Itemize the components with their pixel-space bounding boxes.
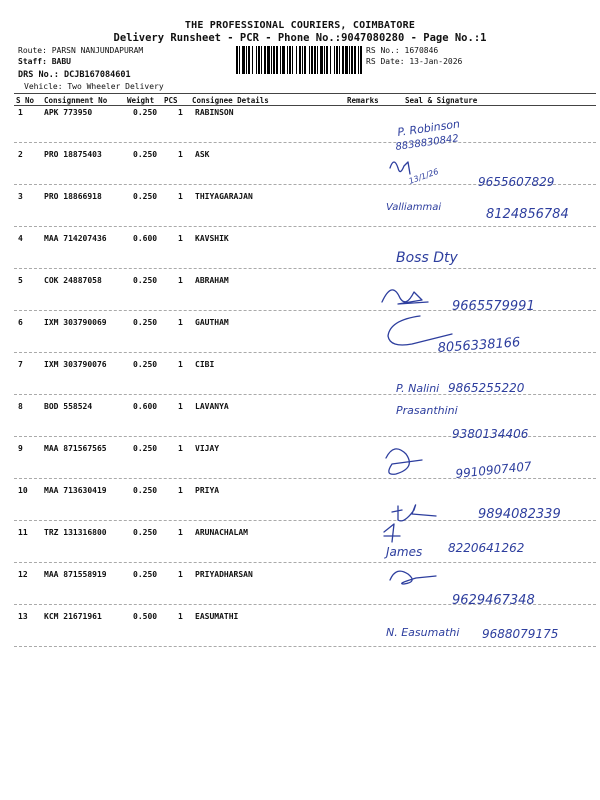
cell-weight: 0.250	[133, 276, 158, 285]
col-seal: Seal & Signature	[405, 96, 478, 105]
cell-consignee: ARUNACHALAM	[195, 528, 248, 537]
barcode-bar	[239, 46, 240, 74]
barcode-bar	[302, 46, 303, 74]
sig-6-phone: 8056338166	[437, 335, 521, 356]
sig-10-phone: 9894082339	[478, 507, 561, 522]
col-consignment: Consignment No	[44, 96, 108, 105]
route-label: Route: PARSN NANJUNDAPURAM	[18, 46, 144, 55]
col-pcs: PCS	[164, 96, 178, 105]
cell-sno: 1	[18, 108, 23, 117]
cell-sno: 2	[18, 150, 23, 159]
barcode-bar	[342, 46, 344, 74]
sig-7-phone: 9865255220	[448, 381, 525, 395]
barcode-bar	[256, 46, 257, 74]
barcode-bar	[246, 46, 247, 74]
cell-weight: 0.600	[133, 402, 158, 411]
barcode-bar	[264, 46, 266, 74]
cell-consignee: ASK	[195, 150, 210, 159]
barcode-bar	[261, 46, 262, 74]
col-weight: Weight	[127, 96, 155, 105]
sig-3-name: Valliammai	[386, 202, 442, 213]
sig-3-phone: 8124856784	[486, 207, 569, 222]
cell-pcs: 1	[178, 150, 183, 159]
cell-consignee: RABINSON	[195, 108, 234, 117]
barcode-bar	[282, 46, 285, 74]
barcode-bar	[311, 46, 313, 74]
barcode-bar	[252, 46, 253, 74]
barcode-bar	[296, 46, 297, 74]
barcode-bar	[349, 46, 350, 74]
company-title: THE PROFESSIONAL COURIERS, COIMBATORE	[184, 20, 416, 31]
cell-consignee: PRIYADHARSAN	[195, 570, 253, 579]
barcode-bar	[320, 46, 323, 74]
barcode-bar	[330, 46, 331, 74]
cell-consignee: CIBI	[195, 360, 215, 369]
col-remarks: Remarks	[347, 96, 379, 105]
barcode-bar	[351, 46, 353, 74]
barcode-bar	[354, 46, 356, 74]
barcode-bar	[248, 46, 250, 74]
cell-consignee: VIJAY	[195, 444, 220, 453]
cell-weight: 0.250	[133, 570, 158, 579]
cell-consignment: KCM 21671961	[44, 612, 102, 621]
sig-11-phone: 8220641262	[448, 541, 525, 555]
barcode-bar	[324, 46, 325, 74]
rs-date: RS Date: 13-Jan-2026	[366, 57, 463, 66]
cell-pcs: 1	[178, 528, 183, 537]
sig-2-phone: 9655607829	[478, 175, 555, 189]
sig-12-scribble	[390, 571, 436, 584]
cell-pcs: 1	[178, 360, 183, 369]
cell-consignment: PRO 18875403	[44, 150, 102, 159]
sig-11-name: James	[386, 545, 423, 559]
barcode-bar	[292, 46, 293, 74]
cell-consignment: APK 773950	[44, 108, 93, 117]
cell-consignment: PRO 18866918	[44, 192, 102, 201]
sig-1-phone: 8838830842	[394, 133, 460, 153]
cell-consignment: MAA 871558919	[44, 570, 107, 579]
cell-consignment: BOD 558524	[44, 402, 93, 411]
cell-consignment: MAA 871567565	[44, 444, 107, 453]
cell-weight: 0.600	[133, 234, 158, 243]
barcode-bar	[271, 46, 272, 74]
cell-sno: 6	[18, 318, 23, 327]
col-consignee: Consignee Details	[192, 96, 269, 105]
barcode-bar	[334, 46, 335, 74]
barcode-bar	[242, 46, 245, 74]
barcode-bar	[314, 46, 316, 74]
cell-consignment: COK 24887058	[44, 276, 102, 285]
barcode-bar	[289, 46, 291, 74]
cell-consignment: IXM 303790069	[44, 318, 107, 327]
cell-weight: 0.250	[133, 108, 158, 117]
cell-sno: 3	[18, 192, 23, 201]
cell-pcs: 1	[178, 108, 183, 117]
cell-pcs: 1	[178, 486, 183, 495]
cell-consignee: LAVANYA	[195, 402, 229, 411]
sig-11-scribble	[384, 524, 400, 542]
drs-number: DRS No.: DCJB167084601	[18, 70, 131, 80]
cell-consignee: KAVSHIK	[195, 234, 229, 243]
cell-consignment: MAA 713630419	[44, 486, 107, 495]
cell-pcs: 1	[178, 234, 183, 243]
staff-label: Staff: BABU	[18, 57, 71, 66]
barcode-bar	[276, 46, 278, 74]
cell-weight: 0.250	[133, 150, 158, 159]
barcode-bar	[258, 46, 260, 74]
sig-9-phone: 9910907407	[454, 459, 533, 481]
cell-consignee: PRIYA	[195, 486, 220, 495]
barcode-bar	[287, 46, 288, 74]
sig-8-phone: 9380134406	[452, 427, 529, 441]
barcode	[236, 46, 362, 74]
cell-pcs: 1	[178, 570, 183, 579]
cell-pcs: 1	[178, 192, 183, 201]
cell-consignment: MAA 714207436	[44, 234, 107, 243]
sig-10-scribble	[392, 505, 436, 521]
cell-consignment: IXM 303790076	[44, 360, 107, 369]
cell-pcs: 1	[178, 276, 183, 285]
cell-weight: 0.500	[133, 612, 158, 621]
barcode-bar	[326, 46, 328, 74]
cell-weight: 0.250	[133, 486, 158, 495]
cell-sno: 10	[18, 486, 28, 495]
sig-5-phone: 9665579991	[452, 299, 535, 314]
cell-sno: 5	[18, 276, 23, 285]
cell-consignment: TRZ 131316800	[44, 528, 107, 537]
barcode-bar	[236, 46, 238, 74]
sig-9-scribble	[386, 449, 422, 474]
barcode-bar	[304, 46, 306, 74]
sig-2-date: 13/1/26	[407, 166, 440, 186]
barcode-bar	[273, 46, 275, 74]
cell-pcs: 1	[178, 612, 183, 621]
runsheet-subtitle: Delivery Runsheet - PCR - Phone No.:9047080280 - Page No.:1	[113, 32, 487, 44]
barcode-bar	[360, 46, 362, 74]
barcode-bar	[309, 46, 310, 74]
cell-sno: 8	[18, 402, 23, 411]
cell-weight: 0.250	[133, 360, 158, 369]
barcode-bar	[267, 46, 270, 74]
col-sno: S No	[16, 96, 35, 105]
sig-1-name: P. Robinson	[396, 117, 461, 139]
barcode-bar	[345, 46, 348, 74]
sig-13-phone: 9688079175	[482, 627, 559, 641]
cell-weight: 0.250	[133, 192, 158, 201]
barcode-bar	[339, 46, 340, 74]
cell-weight: 0.250	[133, 528, 158, 537]
cell-weight: 0.250	[133, 318, 158, 327]
cell-consignee: ABRAHAM	[195, 276, 229, 285]
barcode-bar	[317, 46, 318, 74]
cell-sno: 13	[18, 612, 28, 621]
cell-sno: 9	[18, 444, 23, 453]
cell-sno: 12	[18, 570, 28, 579]
signatures-area	[380, 106, 600, 666]
sig-12-phone: 9629467348	[452, 593, 535, 608]
sig-5-scribble	[382, 290, 428, 304]
barcode-bar	[280, 46, 281, 74]
cell-sno: 4	[18, 234, 23, 243]
cell-sno: 7	[18, 360, 23, 369]
sig-7-name: P. Nalini	[396, 382, 440, 395]
cell-pcs: 1	[178, 444, 183, 453]
sig-8-name: Prasanthini	[396, 404, 458, 417]
cell-consignee: THIYAGARAJAN	[195, 192, 253, 201]
sig-2-scribble	[390, 162, 410, 174]
sig-13-name: N. Easumathi	[386, 626, 460, 639]
rs-number: RS No.: 1670846	[366, 46, 439, 55]
sig-4-text: Boss Dty	[396, 250, 458, 266]
barcode-bar	[358, 46, 359, 74]
vehicle-label: Vehicle: Two Wheeler Delivery	[24, 82, 164, 91]
cell-consignee: GAUTHAM	[195, 318, 229, 327]
cell-pcs: 1	[178, 402, 183, 411]
cell-sno: 11	[18, 528, 28, 537]
header-rule-top	[14, 93, 596, 94]
cell-weight: 0.250	[133, 444, 158, 453]
barcode-bar	[299, 46, 301, 74]
barcode-bar	[336, 46, 338, 74]
cell-consignee: EASUMATHI	[195, 612, 239, 621]
cell-pcs: 1	[178, 318, 183, 327]
